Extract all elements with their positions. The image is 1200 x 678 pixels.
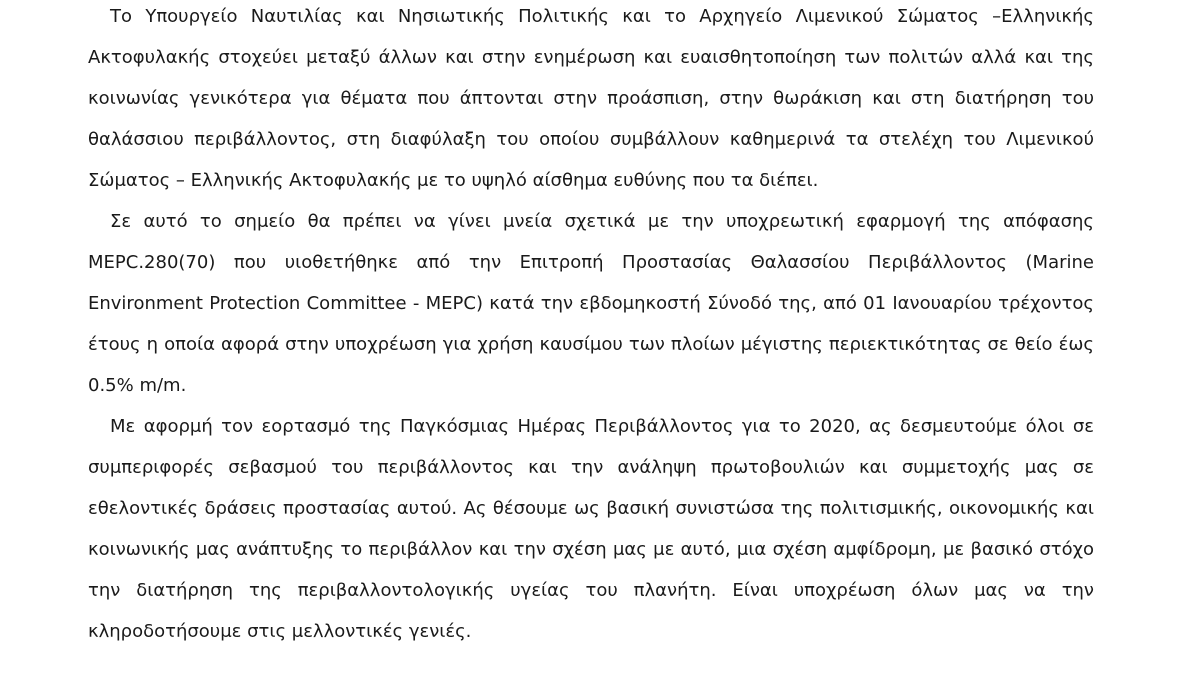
paragraph-3: Με αφορμή τον εορτασμό της Παγκόσμιας Ημέρας Περιβάλλοντος για το 2020, ας δεσμευτούμε όλοι σε συμπεριφορές σεβασμού του περιβάλλοντος και την ανάληψη πρωτοβουλιών και συμμετοχής μας σε εθελοντικές δράσεις προστασίας αυτού. Ας θέσουμε ως βασική συνιστώσα της πολιτισμικής, οικονομικής και κοινωνικής μας ανάπτυξης το περιβάλλον και την σχέση μας με αυτό, μια σχέση αμφίδρομη, με βασικό στόχο την διατήρηση της περιβαλλοντολογικής υγείας του πλανήτη. Είναι υποχρέωση όλων μας να την κληροδοτήσουμε στις μελλοντικές γενιές. (88, 416, 1094, 642)
paragraph-1: Το Υπουργείο Ναυτιλίας και Νησιωτικής Πολιτικής και το Αρχηγείο Λιμενικού Σώματος –Ελληνικής Ακτοφυλακής στοχεύει μεταξύ άλλων και στην ενημέρωση και ευαισθητοποίηση των πολιτών αλλά και της κοινωνίας γενικότερα για θέματα που άπτονται στην προάσπιση, στην θωράκιση και στη διατήρηση του θαλάσσιου περιβάλλοντος, στη διαφύλαξη του οποίου συμβάλλουν καθημερινά τα στελέχη του Λιμενικού Σώματος – Ελληνικής Ακτοφυλακής με το υψηλό αίσθημα ευθύνης που τα διέπει. (88, 6, 1094, 191)
paragraph-2: Σε αυτό το σημείο θα πρέπει να γίνει μνεία σχετικά με την υποχρεωτική εφαρμογή της απόφασης MEPC.280(70) που υιοθετήθηκε από την Επιτροπή Προστασίας Θαλασσίου Περιβάλλοντος (Marine Environment Protection Committee - MEPC) κατά την εβδομηκοστή Σύνοδό της, από 01 Ιανουαρίου τρέχοντος έτους η οποία αφορά στην υποχρέωση για χρήση καυσίμου των πλοίων μέγιστης περιεκτικότητας σε θείο έως 0.5% m/m. (88, 211, 1094, 396)
